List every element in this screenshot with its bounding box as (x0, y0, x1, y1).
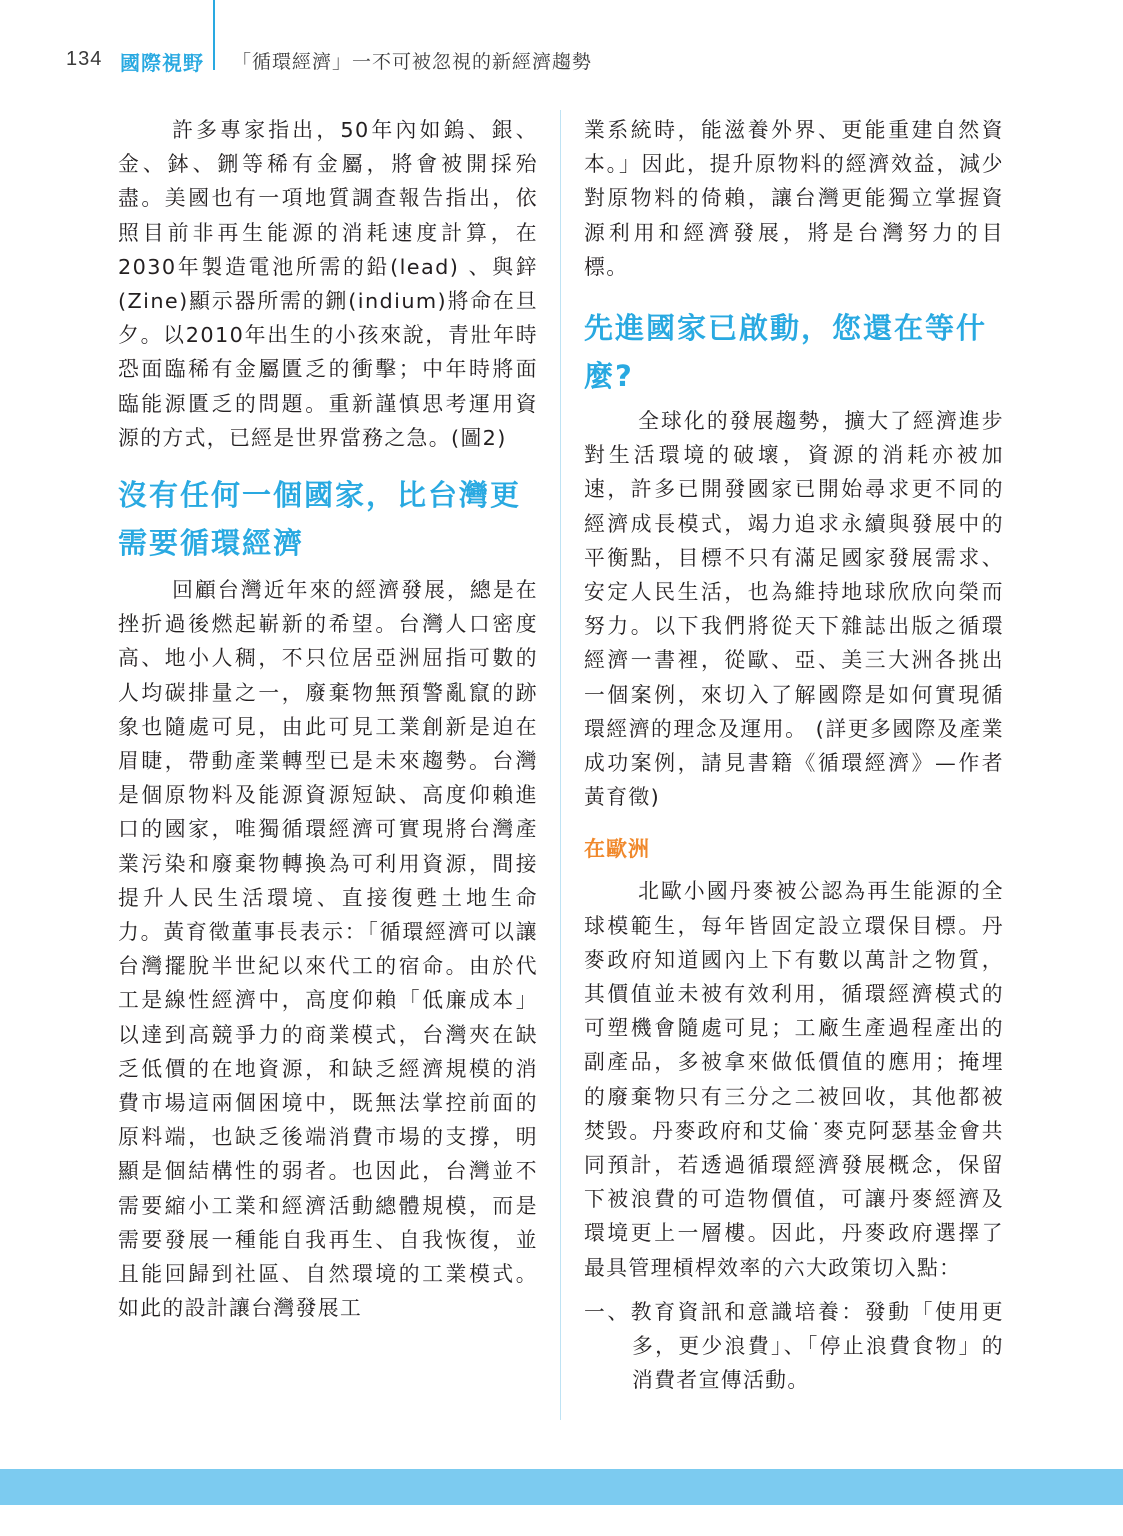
footer-band (0, 1469, 1123, 1505)
column-divider (560, 110, 561, 1420)
body-paragraph: 許多專家指出，50年內如鎢、銀、金、鉢、鉶等稀有金屬，將會被開採殆盡。美國也有一項地質調查報告指出，依照目前非再生能源的消耗速度計算，在2030年製造電池所需的鉛(lead) 、與鋅(Zine)顯示器所需的鉶(indium)將命在旦夕。以2010年出生的小孩來說，青壯年時恐面臨稀有金屬匱乏的衝擊；中年時將面臨能源匱乏的問題。重新謹慎思考運用資源的方式，已經是世界當務之急。(圖2) (118, 118, 538, 450)
section-heading: 沒有任何一個國家，比台灣更需要循環經濟 (118, 478, 522, 561)
header-divider (213, 0, 215, 70)
list-item: 一、教育資訊和意識培養：發動「使用更多，更少浪費」、「停止浪費食物」的消費者宣傳活動。 (584, 1299, 1004, 1393)
section-heading: 先進國家已啟動，您還在等什麼? (584, 311, 988, 394)
subsection-heading: 在歐洲 (584, 837, 650, 862)
body-paragraph: 回顧台灣近年來的經濟發展，總是在挫折過後燃起嶄新的希望。台灣人口密度高、地小人稠，不只位居亞洲屈指可數的人均碳排量之一，廢棄物無預警亂竄的跡象也隨處可見，由此可見工業創新是迫在眉睫，帶動產業轉型已是未來趨勢。台灣是個原物料及能源資源短缺、高度仰賴進口的國家，唯獨循環經濟可實現將台灣產業污染和廢棄物轉換為可利用資源，間接提升人民生活環境、直接復甦土地生命力。黃育徵董事長表示：「循環經濟可以讓台灣擺脫半世紀以來代工的宿命。由於代工是線性經濟中，高度仰賴「低廉成本」以達到高競爭力的商業模式，台灣夾在缺乏低價的在地資源，和缺乏經濟規模的消費市場這兩個困境中，既無法掌控前面的原料端，也缺乏後端消費市場的支撐，明顯是個結構性的弱者。也因此，台灣並不需要縮小工業和經濟活動總體規模，而是需要發展一種能自我再生、自我恢復，並且能回歸到社區、自然環境的工業模式。如此的設計讓台灣發展工 (118, 578, 538, 1321)
left-column (118, 113, 538, 1326)
page-header (0, 0, 1123, 110)
section-name: 國際視野 (120, 51, 204, 75)
body-paragraph: 北歐小國丹麥被公認為再生能源的全球模範生，每年皆固定設立環保目標。丹麥政府知道國內上下有數以萬計之物質，其價值並未被有效利用，循環經濟模式的可塑機會隨處可見；工廠生產過程產出的副產品，多被拿來做低價值的應用；掩埋的廢棄物只有三分之二被回收，其他都被焚毀。丹麥政府和艾倫˙麥克阿瑟基金會共同預計，若透過循環經濟發展概念，保留下被浪費的可造物價值，可讓丹麥經濟及環境更上一層樓。因此，丹麥政府選擇了最具管理槓桿效率的六大政策切入點： (584, 879, 1004, 1280)
page-number: 134 (66, 48, 103, 70)
body-paragraph: 全球化的發展趨勢，擴大了經濟進步對生活環境的破壞，資源的消耗亦被加速，許多已開發國家已開始尋求更不同的經濟成長模式，竭力追求永續與發展中的平衡點，目標不只有滿足國家發展需求、安定人民生活，也為維持地球欣欣向榮而努力。以下我們將從天下雜誌出版之循環經濟一書裡，從歐、亞、美三大洲各挑出一個案例，來切入了解國際是如何實現循環經濟的理念及運用。 (詳更多國際及產業成功案例，請見書籍《循環經濟》—作者黃育徵) (584, 409, 1004, 810)
right-column (584, 113, 1004, 1398)
body-paragraph-continued: 業系統時，能滋養外界、更能重建自然資本。」因此，提升原物料的經濟效益，減少對原物料的倚賴，讓台灣更能獨立掌握資源利用和經濟發展，將是台灣努力的目標。 (584, 118, 1004, 279)
running-title: 「循環經濟」一不可被忽視的新經濟趨勢 (232, 51, 593, 73)
